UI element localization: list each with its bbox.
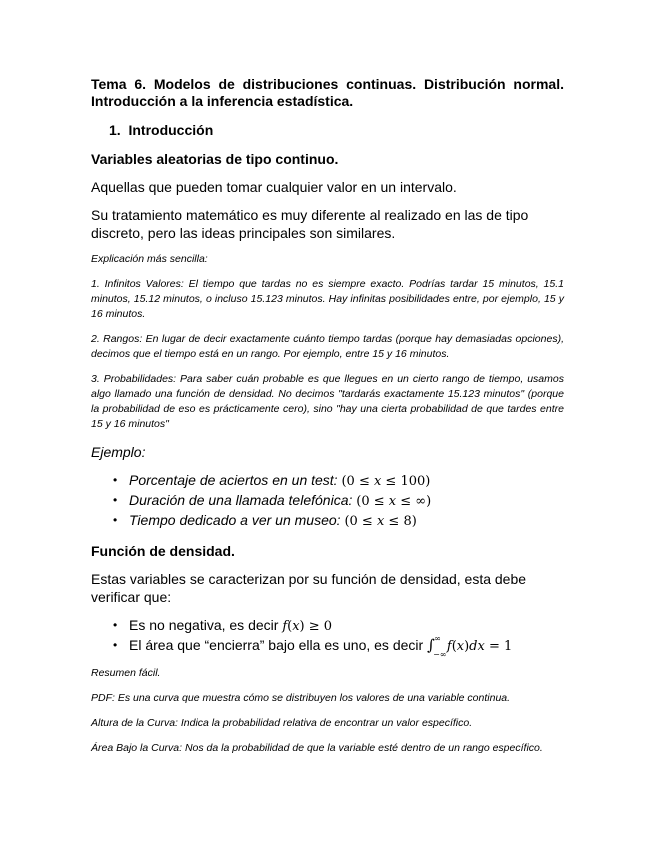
explanation-item-1: 1. Infinitos Valores: El tiempo que tardas no es siempre exacto. Podrías tardar 15 minutos, 15.1 minutos, 15.12 minutos, o incluso 15.123 minutos. Hay infinitas posibilidades entre, por ejemplo, 15 y 16 minutos. bbox=[91, 278, 564, 320]
document-title bbox=[91, 76, 564, 110]
example-item-math: (0 ≤ 𝑥 ≤ ∞) bbox=[356, 494, 432, 509]
summary-height: Altura de la Curva: Indica la probabilidad relativa de encontrar un valor específico. bbox=[91, 717, 473, 729]
explanation-item-3: 3. Probabilidades: Para saber cuán probable es que llegues en un cierto rango de tiempo, usamos algo llamado una función de densidad. No decimos "tardarás exactamente 15.123 minutos" (porque la probabilidad de eso es prácticamente cero), sino "hay una cierta probabilidad de que tardes entre 15 y 16 minutos" bbox=[91, 373, 564, 430]
variables-paragraph-1: Aquellas que pueden tomar cualquier valor en un intervalo. bbox=[91, 179, 457, 195]
title-line-1: Tema 6. Modelos de distribuciones continuas. Distribución normal. bbox=[91, 76, 564, 92]
density-condition-2 bbox=[91, 634, 564, 659]
bullet-icon: • bbox=[113, 618, 118, 632]
variables-paragraph-2: Su tratamiento matemático es muy diferente al realizado en las de tipo discreto, pero las ideas principales son similares. bbox=[91, 207, 529, 241]
example-item-math: (0 ≤ 𝑥 ≤ 100) bbox=[341, 474, 431, 489]
section-introduccion-heading bbox=[109, 122, 564, 139]
bullet-icon: • bbox=[113, 493, 118, 507]
section-number: 1. bbox=[109, 122, 121, 138]
density-paragraph: Estas variables se caracterizan por su función de densidad, esta debe verificar que: bbox=[91, 571, 527, 605]
summary-area: Área Bajo la Curva: Nos da la probabilidad de que la variable esté dentro de un rango específico. bbox=[91, 742, 543, 754]
example-item-text: Duración de una llamada telefónica: bbox=[129, 492, 357, 508]
example-label: Ejemplo: bbox=[91, 444, 146, 460]
integral-lower-limit: −∞ bbox=[433, 650, 447, 659]
condition-text: El área que “encierra” bajo ella es uno, es decir bbox=[129, 637, 428, 653]
bullet-icon: • bbox=[113, 473, 118, 487]
variables-heading: Variables aleatorias de tipo continuo. bbox=[91, 151, 339, 167]
integral-symbol: ∫ ∞ −∞ bbox=[427, 636, 447, 655]
title-line-2: Introducción a la inferencia estadística. bbox=[91, 93, 354, 109]
condition-text: Es no negativa, es decir bbox=[129, 617, 283, 633]
example-item-1 bbox=[91, 471, 564, 491]
example-item-3 bbox=[91, 511, 564, 531]
section-label: Introducción bbox=[128, 122, 214, 138]
summary-intro: Resumen fácil. bbox=[91, 667, 161, 679]
density-conditions-list bbox=[91, 616, 564, 659]
condition-math: 𝑓(𝑥)𝑑𝑥 = 1 bbox=[446, 639, 513, 654]
integral-upper-limit: ∞ bbox=[434, 634, 441, 643]
example-item-text: Tiempo dedicado a ver un museo: bbox=[129, 512, 345, 528]
density-condition-1 bbox=[91, 616, 564, 636]
document-page bbox=[91, 76, 564, 756]
summary-pdf: PDF: Es una curva que muestra cómo se distribuyen los valores de una variable continua. bbox=[91, 692, 511, 704]
density-heading: Función de densidad. bbox=[91, 543, 235, 559]
condition-math: 𝑓(𝑥) ≥ 0 bbox=[282, 619, 333, 634]
explanation-item-2: 2. Rangos: En lugar de decir exactamente cuánto tiempo tardas (porque hay demasiadas opciones), decimos que el tiempo está en un rango. Por ejemplo, entre 15 y 16 minutos. bbox=[91, 333, 564, 360]
bullet-icon: • bbox=[113, 638, 118, 652]
example-item-math: (0 ≤ 𝑥 ≤ 8) bbox=[344, 514, 417, 529]
example-item-text: Porcentaje de aciertos en un test: bbox=[129, 472, 342, 488]
example-item-2 bbox=[91, 491, 564, 511]
bullet-icon: • bbox=[113, 513, 118, 527]
example-list bbox=[91, 471, 564, 531]
explanation-intro: Explicación más sencilla: bbox=[91, 253, 208, 265]
